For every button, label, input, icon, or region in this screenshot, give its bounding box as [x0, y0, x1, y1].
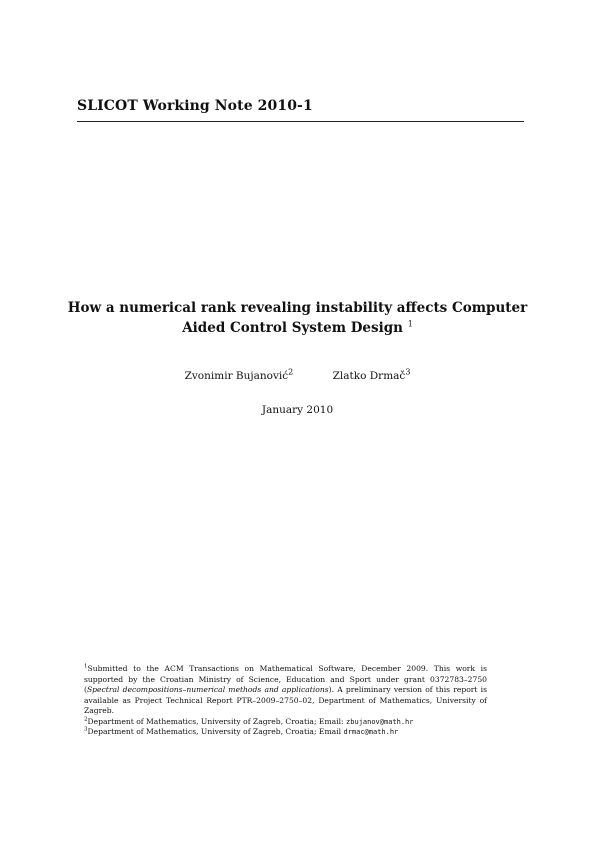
footnote-3-email[interactable]: drmac@math.hr: [343, 728, 399, 736]
footnote-1: [84, 664, 487, 717]
footnote-3-mark: 3: [84, 726, 88, 733]
paper-date: January 2010: [261, 404, 334, 416]
author-list: [60, 367, 535, 382]
footnote-1-mark: 1: [84, 663, 88, 670]
footnote-3: [84, 727, 487, 738]
footnotes: [84, 664, 487, 738]
title-line-1: How a numerical rank revealing instability affects Computer: [67, 300, 528, 316]
paper-title: [60, 298, 535, 338]
footnote-1-text-a: Submitted to the ACM Transactions on Mathematical Software, December 2009. This work is supported by the Croatian Ministry of Science, Education and Sport under grant 0372783–2750 (: [84, 664, 487, 694]
author-1: [184, 367, 294, 382]
title-footnote-mark: 1: [407, 319, 413, 329]
title-line-2: Aided Control System Design: [182, 320, 403, 336]
header-rule: [77, 121, 524, 122]
footnote-1-text-b: ). A preliminary version of this report is available as Project Technical Report PTR–2009–2750–02, Department of Mathematics, University of Zagreb.: [84, 685, 487, 715]
footnote-2-mark: 2: [84, 715, 88, 722]
footnote-2-email[interactable]: zbujanov@math.hr: [346, 717, 414, 726]
author-2-mark: 3: [405, 367, 411, 377]
footnote-1-italic: Spectral decompositions–numerical methods and applications: [86, 685, 329, 694]
author-1-name: Zvonimir Bujanović: [184, 370, 289, 382]
author-2: [332, 367, 411, 382]
running-title: SLICOT Working Note 2010-1: [77, 98, 313, 114]
author-2-name: Zlatko Drmač: [332, 370, 406, 382]
author-1-mark: 2: [288, 367, 294, 377]
footnote-3-text: Department of Mathematics, University of Zagreb, Croatia; Email: [87, 727, 344, 736]
footnote-2-text: Department of Mathematics, University of Zagreb, Croatia; Email:: [87, 716, 347, 726]
footnote-2: [84, 717, 487, 728]
